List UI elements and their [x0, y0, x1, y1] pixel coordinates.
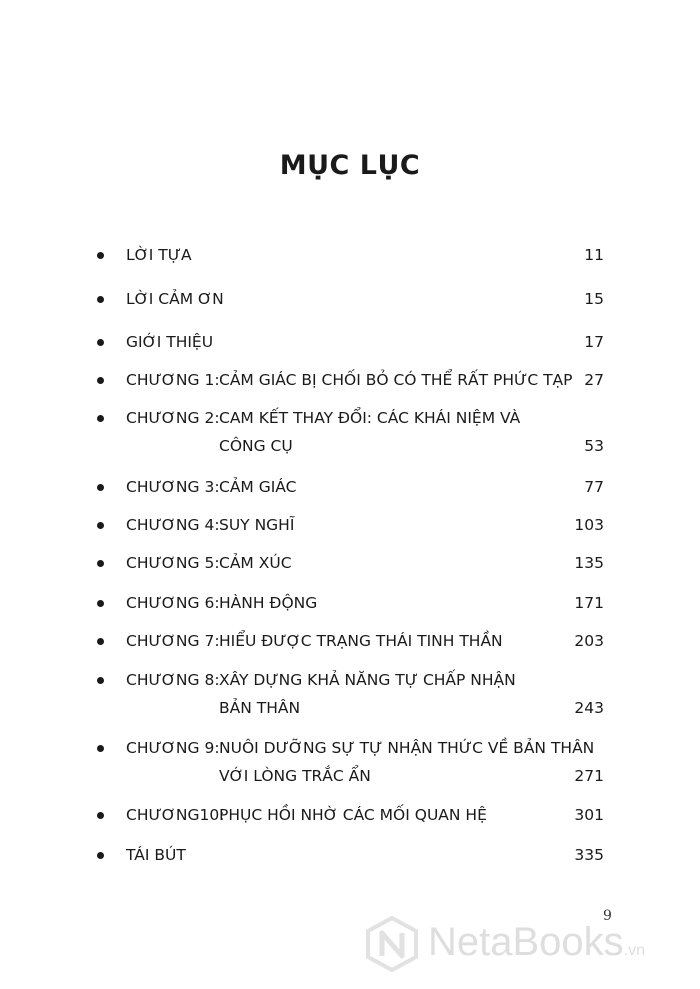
chapter-number: CHƯƠNG 8: — [126, 671, 220, 689]
watermark-brand: NetaBooks — [428, 920, 624, 964]
chapter-title: PHỤC HỒI NHỜ CÁC MỐI QUAN HỆ — [219, 806, 487, 824]
toc-entry-title — [126, 670, 516, 690]
watermark-text — [428, 920, 645, 965]
bullet-icon — [97, 522, 104, 529]
watermark — [364, 916, 694, 972]
toc-entry-title — [126, 245, 192, 265]
chapter-title: CẢM XÚC — [219, 554, 292, 572]
chapter-title: HÀNH ĐỘNG — [219, 594, 318, 612]
toc-entry-title — [126, 631, 503, 651]
bullet-icon — [97, 677, 104, 684]
page-number-ref: 301 — [574, 806, 604, 824]
page-number-ref: 243 — [574, 699, 604, 717]
chapter-number: CHƯƠNG10: — [126, 806, 225, 824]
chapter-title: LỜI TỰA — [126, 246, 192, 264]
page-number-ref: 17 — [584, 333, 604, 351]
toc-entry-title — [126, 553, 292, 573]
page-number-ref: 11 — [584, 246, 604, 264]
toc-entry-title — [126, 738, 594, 758]
toc-entry-title — [126, 408, 520, 428]
toc-entry-title — [126, 477, 296, 497]
page-number-ref: 271 — [574, 767, 604, 785]
page-number-ref: 135 — [574, 554, 604, 572]
chapter-title: NUÔI DƯỠNG SỰ TỰ NHẬN THỨC VỀ BẢN THÂN — [219, 739, 595, 757]
chapter-title: CẢM GIÁC BỊ CHỐI BỎ CÓ THỂ RẤT PHỨC TẠP — [219, 371, 573, 389]
bullet-icon — [97, 377, 104, 384]
netabooks-logo-icon — [364, 916, 420, 972]
chapter-title-continued: BẢN THÂN — [219, 699, 301, 717]
page-number-ref: 103 — [574, 516, 604, 534]
page-number: 9 — [603, 908, 612, 924]
toc-entry-title — [126, 515, 294, 535]
bullet-icon — [97, 560, 104, 567]
chapter-number: CHƯƠNG 2: — [126, 409, 220, 427]
chapter-title: TÁI BÚT — [126, 846, 186, 864]
page-number-ref: 171 — [574, 594, 604, 612]
chapter-number: CHƯƠNG 4: — [126, 516, 220, 534]
watermark-suffix: .vn — [623, 942, 646, 959]
bullet-icon — [97, 745, 104, 752]
bullet-icon — [97, 638, 104, 645]
chapter-title: HIỂU ĐƯỢC TRẠNG THÁI TINH THẦN — [219, 632, 503, 650]
page-number-ref: 77 — [584, 478, 604, 496]
chapter-number: CHƯƠNG 9: — [126, 739, 220, 757]
bullet-icon — [97, 600, 104, 607]
chapter-number: CHƯƠNG 3: — [126, 478, 220, 496]
chapter-title: SUY NGHĨ — [219, 516, 295, 534]
bullet-icon — [97, 852, 104, 859]
toc-entry-title — [126, 593, 317, 613]
bullet-icon — [97, 252, 104, 259]
chapter-title: CAM KẾT THAY ĐỔI: CÁC KHÁI NIỆM VÀ — [219, 409, 521, 427]
chapter-number: CHƯƠNG 7: — [126, 632, 220, 650]
bullet-icon — [97, 339, 104, 346]
chapter-number: CHƯƠNG 5: — [126, 554, 220, 572]
toc-entry-title — [126, 845, 186, 865]
chapter-title-continued: VỚI LÒNG TRẮC ẨN — [219, 767, 371, 785]
bullet-icon — [97, 812, 104, 819]
bullet-icon — [97, 296, 104, 303]
page-number-ref: 27 — [584, 371, 604, 389]
chapter-number: CHƯƠNG 1: — [126, 371, 220, 389]
chapter-title: LỜI CẢM ƠN — [126, 290, 224, 308]
toc-entry-title — [126, 332, 213, 352]
bullet-icon — [97, 484, 104, 491]
chapter-title-continued: CÔNG CỤ — [219, 437, 293, 455]
page-number-ref: 335 — [574, 846, 604, 864]
chapter-title: GIỚI THIỆU — [126, 333, 214, 351]
page-number-ref: 15 — [584, 290, 604, 308]
chapter-title: XÂY DỰNG KHẢ NĂNG TỰ CHẤP NHẬN — [219, 671, 516, 689]
page-number-ref: 53 — [584, 437, 604, 455]
page-title: MỤC LỤC — [279, 150, 421, 181]
bullet-icon — [97, 415, 104, 422]
toc-entry-title — [126, 289, 224, 309]
toc-entry-title — [126, 370, 573, 390]
chapter-title: CẢM GIÁC — [219, 478, 297, 496]
chapter-number: CHƯƠNG 6: — [126, 594, 220, 612]
page-number-ref: 203 — [574, 632, 604, 650]
toc-entry-title — [126, 805, 487, 825]
